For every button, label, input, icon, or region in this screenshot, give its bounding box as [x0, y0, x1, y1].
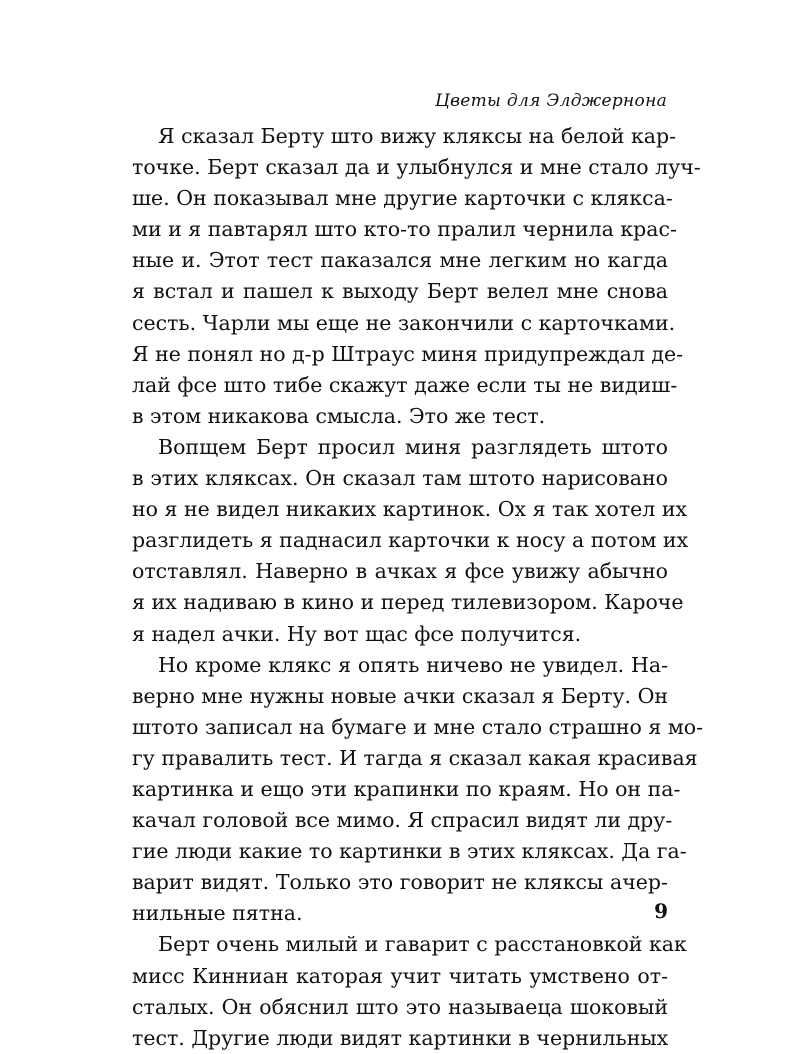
text-line: Вопщем Берт просил миня разглядеть штото [158, 434, 668, 459]
text-line: сталых. Он обяснил што это называеца шоковый [132, 994, 668, 1019]
text-line: Берт очень милый и гаварит с расстановкой как [158, 932, 687, 957]
text-line: штото записал на бумаге и мне стало страшно я мо- [132, 714, 704, 739]
text-line: ные и. Этот тест паказался мне легким но кагда [132, 248, 668, 273]
text-line: в этих кляксах. Он сказал там штото нарисовано [132, 466, 668, 491]
text-line: я надел ачки. Ну вот щас фсе получится. [132, 621, 582, 646]
text-line: Я не понял но д-р Штраус миня придупреждал де- [132, 341, 684, 366]
text-line: нильные пятна. [132, 901, 303, 926]
text-line: ми и я павтарял што кто-то пралил чернила крас- [132, 217, 677, 242]
text-line: я встал и пашел к выходу Берт велел мне снова [132, 279, 668, 304]
text-line: ше. Он показывал мне другие карточки с клякса- [132, 186, 673, 211]
text-line: разглидеть я паднасил карточки к носу а потом их [132, 528, 689, 553]
text-line: Но кроме клякс я опять ничево не увидел. На- [158, 652, 668, 677]
body-text [132, 121, 704, 1054]
text-line: мисс Кинниан каторая учит читать умствено от- [132, 963, 668, 988]
text-line: варит видят. Только это говорит не кляксы ачер- [132, 870, 668, 895]
text-line: картинка и ещо эти крапинки по краям. Но он па- [132, 776, 681, 801]
text-line: сесть. Чарли мы еще не закончили с карточками. [132, 310, 676, 335]
text-line: гие люди какие то картинки в этих кляксах. Да га- [132, 839, 687, 864]
text-line: верно мне нужны новые ачки сказал я Берту. Он [132, 683, 669, 708]
text-line: тест. Другие люди видят картинки в чернильных [132, 1025, 669, 1050]
text-line: Я сказал Берту што вижу кляксы на белой кар- [158, 124, 677, 148]
text-line: отставлял. Наверно в ачках я фсе увижу абычно [132, 559, 668, 584]
text-line: но я не видел никаких картинок. Ох я так хотел их [132, 497, 688, 522]
page-number: 9 [654, 899, 668, 923]
text-line: я их надиваю в кино и перед тилевизором. Кароче [132, 590, 684, 615]
text-line: лай фсе што тибе скажут даже если ты не видиш- [132, 372, 678, 397]
text-line: гу правалить тест. И тагда я сказал какая красивая [132, 745, 698, 770]
running-head: Цветы для Элджернона [434, 91, 667, 111]
text-line: точке. Берт сказал да и улыбнулся и мне стало луч- [132, 155, 701, 180]
text-line: качал головой все мимо. Я спрасил видят ли дру- [132, 808, 673, 833]
text-line: в этом никакова смысла. Это же тест. [132, 403, 546, 428]
